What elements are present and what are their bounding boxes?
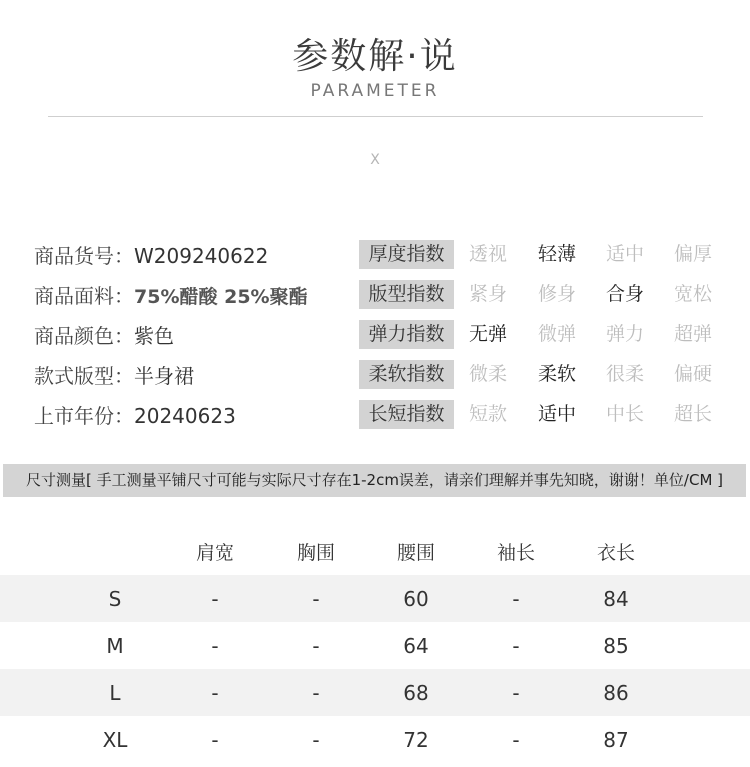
table-cell: 64 — [403, 633, 429, 658]
table-header-row — [0, 527, 750, 575]
index-row-length — [359, 396, 749, 436]
table-cell: - — [512, 680, 520, 705]
table-cell: 84 — [603, 586, 629, 611]
index-option: 柔软 — [537, 363, 576, 385]
info-label: 商品颜色： — [34, 324, 134, 348]
index-option: 微弹 — [537, 323, 576, 345]
size-cell: M — [106, 633, 124, 658]
index-option: 透视 — [468, 243, 507, 265]
index-row-thickness — [359, 236, 749, 276]
table-cell: 85 — [603, 633, 629, 658]
table-row — [0, 716, 750, 763]
table-row — [0, 669, 750, 716]
table-cell: - — [512, 633, 520, 658]
index-option: 超弹 — [673, 323, 712, 345]
info-label: 商品货号： — [34, 244, 134, 268]
table-cell: 87 — [603, 727, 629, 752]
info-value: 半身裙 — [134, 364, 194, 388]
size-cell: XL — [102, 727, 128, 752]
info-label: 上市年份： — [34, 404, 134, 428]
index-option: 宽松 — [673, 283, 712, 305]
size-cell: L — [109, 680, 121, 705]
page-subtitle: PARAMETER — [310, 81, 440, 101]
column-header: 腰围 — [396, 541, 435, 564]
index-label: 柔软指数 — [359, 360, 454, 389]
placeholder-mark: X — [370, 152, 380, 168]
table-cell: 86 — [603, 680, 629, 705]
table-cell: - — [312, 727, 320, 752]
info-row-color — [34, 316, 354, 356]
info-label: 款式版型： — [34, 364, 134, 388]
info-row-launch-year — [34, 396, 354, 436]
table-row — [0, 622, 750, 669]
index-row-elasticity — [359, 316, 749, 356]
index-option: 轻薄 — [537, 243, 576, 265]
info-value: W209240622 — [134, 244, 269, 268]
measurement-note: 尺寸测量[ 手工测量平铺尺寸可能与实际尺寸存在1-2cm误差，请亲们理解并事先知晓，谢谢！单位/CM ] — [3, 464, 746, 497]
info-row-fabric — [34, 276, 354, 316]
index-option: 很柔 — [605, 363, 644, 385]
column-header: 胸围 — [296, 541, 335, 564]
index-option: 紧身 — [468, 283, 507, 305]
column-header: 衣长 — [596, 541, 635, 564]
index-option: 微柔 — [468, 363, 507, 385]
table-cell: 68 — [403, 680, 429, 705]
index-option: 修身 — [537, 283, 576, 305]
index-row-fit — [359, 276, 749, 316]
table-cell: - — [312, 680, 320, 705]
index-label: 长短指数 — [359, 400, 454, 429]
table-cell: - — [211, 727, 219, 752]
index-option: 适中 — [605, 243, 644, 265]
index-grid — [359, 236, 749, 436]
index-option: 弹力 — [605, 323, 644, 345]
column-header — [65, 527, 165, 575]
table-cell: 72 — [403, 727, 429, 752]
info-value: 75%醋酸 25%聚酯 — [134, 286, 308, 308]
column-header: 袖长 — [496, 541, 535, 564]
size-cell: S — [108, 586, 122, 611]
table-row — [0, 575, 750, 622]
info-row-item-number — [34, 236, 354, 276]
index-option: 适中 — [537, 403, 576, 425]
header-divider — [48, 116, 703, 117]
table-cell: - — [211, 680, 219, 705]
index-option: 短款 — [468, 403, 507, 425]
page-title: 参数解·说 — [292, 36, 458, 77]
index-option: 偏厚 — [673, 243, 712, 265]
info-value: 20240623 — [134, 404, 236, 428]
index-option: 无弹 — [468, 323, 507, 345]
column-header: 肩宽 — [195, 541, 234, 564]
table-cell: - — [312, 633, 320, 658]
table-cell: - — [211, 633, 219, 658]
index-option: 合身 — [605, 283, 644, 305]
index-option: 偏硬 — [673, 363, 712, 385]
index-label: 弹力指数 — [359, 320, 454, 349]
index-row-softness — [359, 356, 749, 396]
table-cell: - — [211, 586, 219, 611]
info-value: 紫色 — [134, 324, 174, 348]
index-option: 超长 — [673, 403, 712, 425]
table-cell: - — [512, 727, 520, 752]
info-row-style — [34, 356, 354, 396]
table-cell: 60 — [403, 586, 429, 611]
index-option: 中长 — [605, 403, 644, 425]
info-label: 商品面料： — [34, 284, 134, 308]
index-label: 厚度指数 — [359, 240, 454, 269]
table-cell: - — [512, 586, 520, 611]
product-info-list — [34, 236, 354, 436]
table-cell: - — [312, 586, 320, 611]
index-label: 版型指数 — [359, 280, 454, 309]
size-table — [0, 527, 750, 763]
